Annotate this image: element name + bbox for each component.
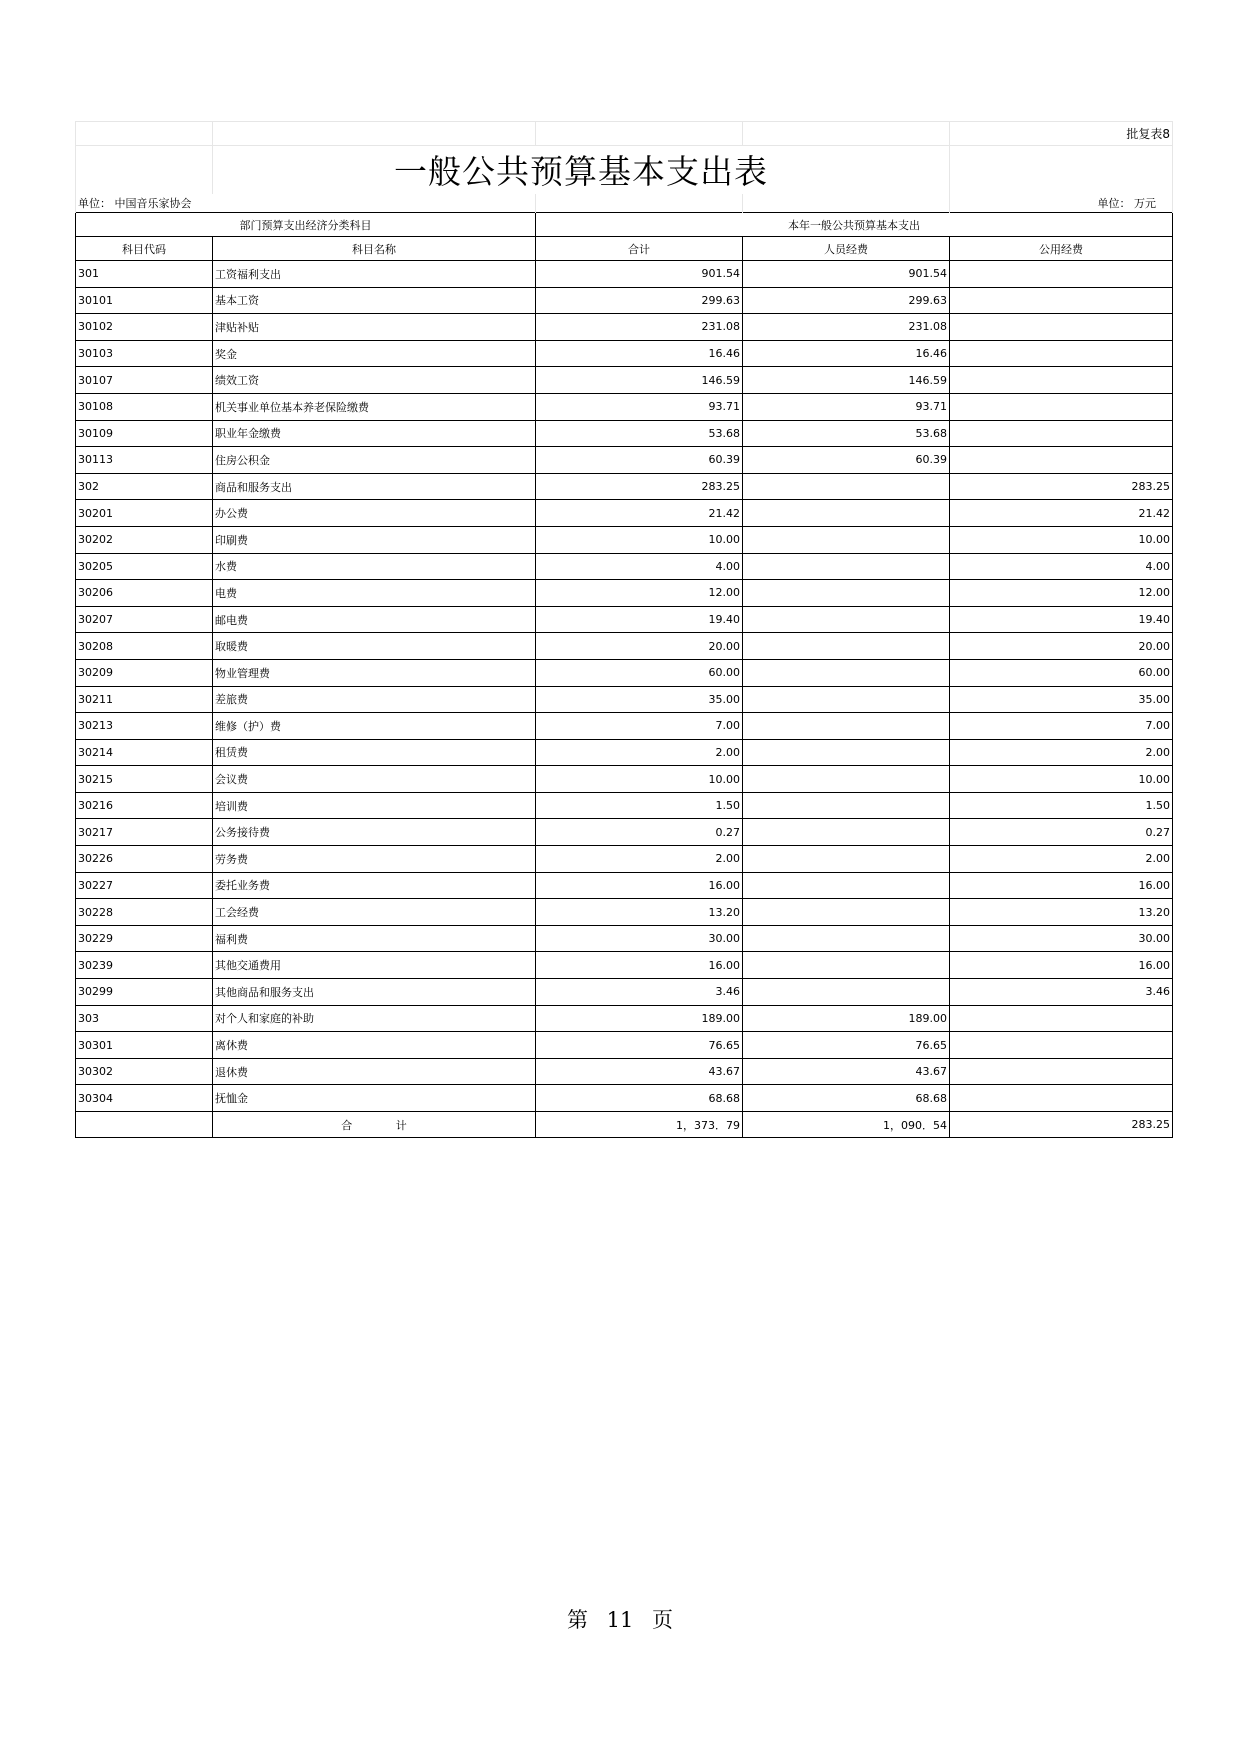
table-row xyxy=(76,500,1173,527)
cell-total: 76.65 xyxy=(536,1032,743,1059)
cell-code: 30213 xyxy=(76,713,213,740)
cell-code: 30214 xyxy=(76,739,213,766)
cell-personnel: 146.59 xyxy=(743,367,950,394)
cell-public xyxy=(950,1005,1173,1032)
cell-code: 30299 xyxy=(76,979,213,1006)
cell-personnel xyxy=(743,553,950,580)
cell-code: 30113 xyxy=(76,447,213,474)
cell-name: 劳务费 xyxy=(213,846,536,873)
cell-name: 公务接待费 xyxy=(213,819,536,846)
table-row xyxy=(76,872,1173,899)
cell-code: 30107 xyxy=(76,367,213,394)
cell-public: 10.00 xyxy=(950,766,1173,793)
cell-code: 30301 xyxy=(76,1032,213,1059)
cell-personnel xyxy=(743,500,950,527)
cell-name: 培训费 xyxy=(213,792,536,819)
cell-total: 20.00 xyxy=(536,633,743,660)
column-header-code: 科目代码 xyxy=(76,237,213,261)
title-row xyxy=(76,146,1173,194)
cell-total: 189.00 xyxy=(536,1005,743,1032)
cell-total: 10.00 xyxy=(536,766,743,793)
cell-code: 30202 xyxy=(76,526,213,553)
cell-code: 303 xyxy=(76,1005,213,1032)
cell-public xyxy=(950,314,1173,341)
cell-personnel xyxy=(743,819,950,846)
cell-personnel xyxy=(743,899,950,926)
cell-public: 19.40 xyxy=(950,606,1173,633)
cell-code: 30302 xyxy=(76,1058,213,1085)
cell-total: 12.00 xyxy=(536,580,743,607)
cell-public xyxy=(950,287,1173,314)
cell-name: 水费 xyxy=(213,553,536,580)
budget-table xyxy=(75,121,1173,1138)
cell-public: 0.27 xyxy=(950,819,1173,846)
cell-name: 租赁费 xyxy=(213,739,536,766)
cell-code: 30215 xyxy=(76,766,213,793)
cell-public: 2.00 xyxy=(950,739,1173,766)
cell-public xyxy=(950,1058,1173,1085)
cell-personnel: 53.68 xyxy=(743,420,950,447)
cell-personnel xyxy=(743,686,950,713)
total-row xyxy=(76,1112,1173,1138)
cell-name: 抚恤金 xyxy=(213,1085,536,1112)
cell-public xyxy=(950,1032,1173,1059)
cell-total: 2.00 xyxy=(536,739,743,766)
cell-personnel: 231.08 xyxy=(743,314,950,341)
table-row xyxy=(76,261,1173,288)
cell-personnel xyxy=(743,473,950,500)
cell-personnel: 299.63 xyxy=(743,287,950,314)
cell-total: 146.59 xyxy=(536,367,743,394)
table-row xyxy=(76,393,1173,420)
cell-public xyxy=(950,1085,1173,1112)
cell-personnel: 68.68 xyxy=(743,1085,950,1112)
cell-personnel xyxy=(743,979,950,1006)
cell-name: 商品和服务支出 xyxy=(213,473,536,500)
cell-code: 30205 xyxy=(76,553,213,580)
table-row xyxy=(76,340,1173,367)
column-header-personnel: 人员经费 xyxy=(743,237,950,261)
table-row xyxy=(76,819,1173,846)
reference-label: 批复表8 xyxy=(950,122,1173,146)
cell-public xyxy=(950,340,1173,367)
reference-row xyxy=(76,122,1173,146)
table-row xyxy=(76,659,1173,686)
cell-personnel: 60.39 xyxy=(743,447,950,474)
table-row xyxy=(76,447,1173,474)
cell-name: 工资福利支出 xyxy=(213,261,536,288)
cell-public xyxy=(950,367,1173,394)
cell-public: 16.00 xyxy=(950,872,1173,899)
cell-code: 30227 xyxy=(76,872,213,899)
cell-personnel xyxy=(743,580,950,607)
cell-total: 4.00 xyxy=(536,553,743,580)
cell-code: 302 xyxy=(76,473,213,500)
cell-total: 16.00 xyxy=(536,872,743,899)
unit-organization: 单位： 中国音乐家协会 xyxy=(76,194,536,213)
cell-public: 13.20 xyxy=(950,899,1173,926)
cell-personnel xyxy=(743,659,950,686)
total-personnel: 1，090．54 xyxy=(743,1112,950,1138)
cell-public: 30.00 xyxy=(950,925,1173,952)
table-row xyxy=(76,367,1173,394)
cell-code: 30208 xyxy=(76,633,213,660)
cell-personnel: 901.54 xyxy=(743,261,950,288)
table-row xyxy=(76,1058,1173,1085)
page-suffix: 页 xyxy=(652,1608,674,1632)
cell-public: 1.50 xyxy=(950,792,1173,819)
total-public: 283.25 xyxy=(950,1112,1173,1138)
cell-total: 16.46 xyxy=(536,340,743,367)
table-row xyxy=(76,1005,1173,1032)
table-row xyxy=(76,580,1173,607)
cell-code: 30226 xyxy=(76,846,213,873)
cell-total: 21.42 xyxy=(536,500,743,527)
budget-sheet xyxy=(75,121,1172,1138)
cell-total: 231.08 xyxy=(536,314,743,341)
cell-name: 津贴补贴 xyxy=(213,314,536,341)
group-header-expenditure: 本年一般公共预算基本支出 xyxy=(536,213,1173,237)
cell-name: 对个人和家庭的补助 xyxy=(213,1005,536,1032)
cell-name: 会议费 xyxy=(213,766,536,793)
cell-total: 299.63 xyxy=(536,287,743,314)
cell-total: 7.00 xyxy=(536,713,743,740)
cell-total: 2.00 xyxy=(536,846,743,873)
cell-code: 30211 xyxy=(76,686,213,713)
group-header-row xyxy=(76,213,1173,237)
unit-currency: 单位： 万元 xyxy=(950,194,1173,213)
cell-total: 93.71 xyxy=(536,393,743,420)
page-title: 一般公共预算基本支出表 xyxy=(394,152,768,192)
cell-total: 0.27 xyxy=(536,819,743,846)
cell-public xyxy=(950,261,1173,288)
table-row xyxy=(76,979,1173,1006)
page-number: 11 xyxy=(606,1608,634,1632)
cell-personnel: 43.67 xyxy=(743,1058,950,1085)
cell-personnel xyxy=(743,633,950,660)
cell-code: 30101 xyxy=(76,287,213,314)
cell-public: 4.00 xyxy=(950,553,1173,580)
cell-total: 3.46 xyxy=(536,979,743,1006)
page-prefix: 第 xyxy=(566,1608,588,1632)
column-header-public: 公用经费 xyxy=(950,237,1173,261)
cell-name: 差旅费 xyxy=(213,686,536,713)
cell-personnel xyxy=(743,925,950,952)
cell-code: 30108 xyxy=(76,393,213,420)
cell-total: 16.00 xyxy=(536,952,743,979)
cell-name: 邮电费 xyxy=(213,606,536,633)
table-row xyxy=(76,526,1173,553)
cell-personnel xyxy=(743,739,950,766)
cell-personnel xyxy=(743,713,950,740)
table-row xyxy=(76,553,1173,580)
cell-code: 30216 xyxy=(76,792,213,819)
cell-public xyxy=(950,420,1173,447)
cell-total: 60.00 xyxy=(536,659,743,686)
table-row xyxy=(76,846,1173,873)
cell-name: 其他商品和服务支出 xyxy=(213,979,536,1006)
cell-name: 福利费 xyxy=(213,925,536,952)
cell-public xyxy=(950,447,1173,474)
cell-code: 30304 xyxy=(76,1085,213,1112)
cell-name: 取暖费 xyxy=(213,633,536,660)
table-row xyxy=(76,713,1173,740)
cell-public: 2.00 xyxy=(950,846,1173,873)
cell-code: 301 xyxy=(76,261,213,288)
cell-total: 1.50 xyxy=(536,792,743,819)
cell-total: 19.40 xyxy=(536,606,743,633)
cell-code: 30217 xyxy=(76,819,213,846)
cell-personnel xyxy=(743,526,950,553)
cell-public: 16.00 xyxy=(950,952,1173,979)
cell-total: 35.00 xyxy=(536,686,743,713)
cell-public: 12.00 xyxy=(950,580,1173,607)
table-row xyxy=(76,899,1173,926)
cell-total: 68.68 xyxy=(536,1085,743,1112)
cell-code: 30228 xyxy=(76,899,213,926)
cell-personnel: 76.65 xyxy=(743,1032,950,1059)
table-row xyxy=(76,314,1173,341)
cell-personnel xyxy=(743,846,950,873)
cell-personnel: 189.00 xyxy=(743,1005,950,1032)
cell-name: 离休费 xyxy=(213,1032,536,1059)
cell-code: 30229 xyxy=(76,925,213,952)
cell-total: 283.25 xyxy=(536,473,743,500)
cell-public: 35.00 xyxy=(950,686,1173,713)
cell-personnel xyxy=(743,792,950,819)
column-header-total: 合计 xyxy=(536,237,743,261)
cell-public: 10.00 xyxy=(950,526,1173,553)
cell-public: 20.00 xyxy=(950,633,1173,660)
table-row xyxy=(76,925,1173,952)
total-label: 合 计 xyxy=(213,1112,536,1138)
cell-name: 印刷费 xyxy=(213,526,536,553)
cell-total: 30.00 xyxy=(536,925,743,952)
table-row xyxy=(76,766,1173,793)
cell-total: 10.00 xyxy=(536,526,743,553)
cell-name: 退休费 xyxy=(213,1058,536,1085)
cell-personnel xyxy=(743,606,950,633)
cell-name: 基本工资 xyxy=(213,287,536,314)
table-row xyxy=(76,792,1173,819)
cell-name: 职业年金缴费 xyxy=(213,420,536,447)
cell-personnel: 16.46 xyxy=(743,340,950,367)
table-row xyxy=(76,1032,1173,1059)
cell-name: 其他交通费用 xyxy=(213,952,536,979)
cell-personnel xyxy=(743,766,950,793)
unit-row xyxy=(76,194,1173,213)
cell-total: 901.54 xyxy=(536,261,743,288)
cell-code: 30239 xyxy=(76,952,213,979)
cell-public: 283.25 xyxy=(950,473,1173,500)
page-footer xyxy=(0,1604,1240,1634)
table-row xyxy=(76,739,1173,766)
cell-code: 30207 xyxy=(76,606,213,633)
cell-total: 60.39 xyxy=(536,447,743,474)
cell-code: 30201 xyxy=(76,500,213,527)
cell-total: 43.67 xyxy=(536,1058,743,1085)
table-row xyxy=(76,633,1173,660)
table-row xyxy=(76,420,1173,447)
cell-name: 电费 xyxy=(213,580,536,607)
cell-code: 30206 xyxy=(76,580,213,607)
total-sum: 1，373．79 xyxy=(536,1112,743,1138)
cell-total: 13.20 xyxy=(536,899,743,926)
cell-public: 3.46 xyxy=(950,979,1173,1006)
group-header-classification: 部门预算支出经济分类科目 xyxy=(76,213,536,237)
table-row xyxy=(76,473,1173,500)
cell-code: 30103 xyxy=(76,340,213,367)
column-header-name: 科目名称 xyxy=(213,237,536,261)
cell-public: 7.00 xyxy=(950,713,1173,740)
table-row xyxy=(76,952,1173,979)
column-header-row xyxy=(76,237,1173,261)
cell-name: 办公费 xyxy=(213,500,536,527)
cell-code: 30209 xyxy=(76,659,213,686)
cell-personnel xyxy=(743,872,950,899)
cell-public xyxy=(950,393,1173,420)
total-blank xyxy=(76,1112,213,1138)
cell-name: 住房公积金 xyxy=(213,447,536,474)
cell-name: 工会经费 xyxy=(213,899,536,926)
cell-code: 30102 xyxy=(76,314,213,341)
cell-personnel xyxy=(743,952,950,979)
cell-public: 21.42 xyxy=(950,500,1173,527)
cell-name: 物业管理费 xyxy=(213,659,536,686)
cell-public: 60.00 xyxy=(950,659,1173,686)
cell-name: 绩效工资 xyxy=(213,367,536,394)
table-row xyxy=(76,606,1173,633)
table-row xyxy=(76,287,1173,314)
cell-personnel: 93.71 xyxy=(743,393,950,420)
cell-name: 奖金 xyxy=(213,340,536,367)
cell-name: 委托业务费 xyxy=(213,872,536,899)
cell-code: 30109 xyxy=(76,420,213,447)
cell-name: 维修（护）费 xyxy=(213,713,536,740)
cell-name: 机关事业单位基本养老保险缴费 xyxy=(213,393,536,420)
cell-total: 53.68 xyxy=(536,420,743,447)
table-row xyxy=(76,686,1173,713)
table-row xyxy=(76,1085,1173,1112)
